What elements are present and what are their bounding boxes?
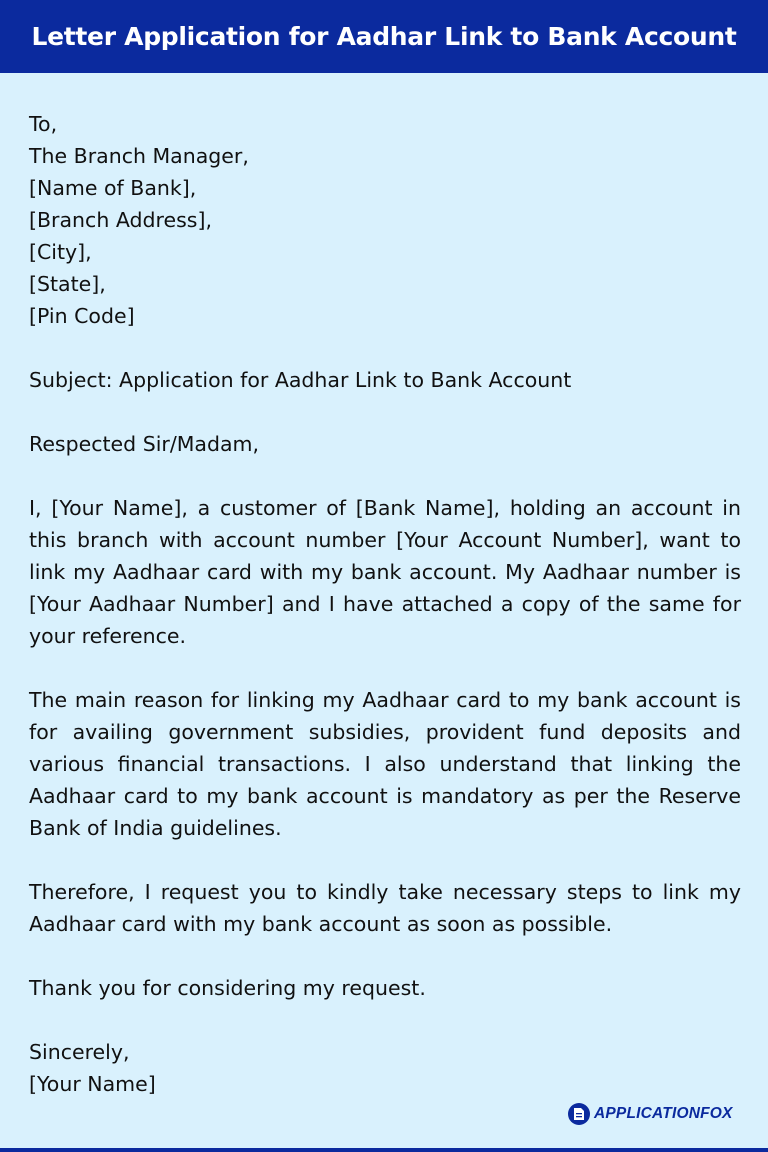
brand-logo <box>568 1102 733 1126</box>
body-paragraph: I, [Your Name], a customer of [Bank Name], holding an account in this branch with account number [Your Account Number], want to link my Aadhaar card with my bank account. My Aadhaar number is [Your Aadhaar Number] and I have attached a copy of the same for your reference. <box>29 496 741 648</box>
page-title: Letter Application for Aadhar Link to Bank Account <box>31 22 737 51</box>
page-header <box>0 0 768 73</box>
letter-closing <box>29 1036 741 1100</box>
address-line: [Pin Code] <box>29 304 135 328</box>
closing-line: Sincerely, <box>29 1040 130 1064</box>
address-line: The Branch Manager, <box>29 144 249 168</box>
address-line: [City], <box>29 240 92 264</box>
body-paragraph: Therefore, I request you to kindly take necessary steps to link my Aadhaar card with my bank account as soon as possible. <box>29 880 741 936</box>
document-icon <box>568 1103 590 1125</box>
address-line: [Name of Bank], <box>29 176 197 200</box>
address-line: [Branch Address], <box>29 208 212 232</box>
brand-name: APPLICATIONFOX <box>594 1105 733 1122</box>
footer-bar <box>0 1148 768 1152</box>
body-paragraph: The main reason for linking my Aadhaar card to my bank account is for availing government subsidies, provident fund deposits and various financial transactions. I also understand that linking the Aadhaar card to my bank account is mandatory as per the Reserve Bank of India guidelines. <box>29 688 741 840</box>
signature-name: [Your Name] <box>29 1072 156 1096</box>
body-paragraph: Thank you for considering my request. <box>29 976 426 1000</box>
letter-salutation: Respected Sir/Madam, <box>29 432 260 456</box>
recipient-address <box>29 108 741 332</box>
letter-subject: Subject: Application for Aadhar Link to Bank Account <box>29 368 572 392</box>
address-line: [State], <box>29 272 106 296</box>
address-line: To, <box>29 112 58 136</box>
letter-body <box>29 108 741 1100</box>
